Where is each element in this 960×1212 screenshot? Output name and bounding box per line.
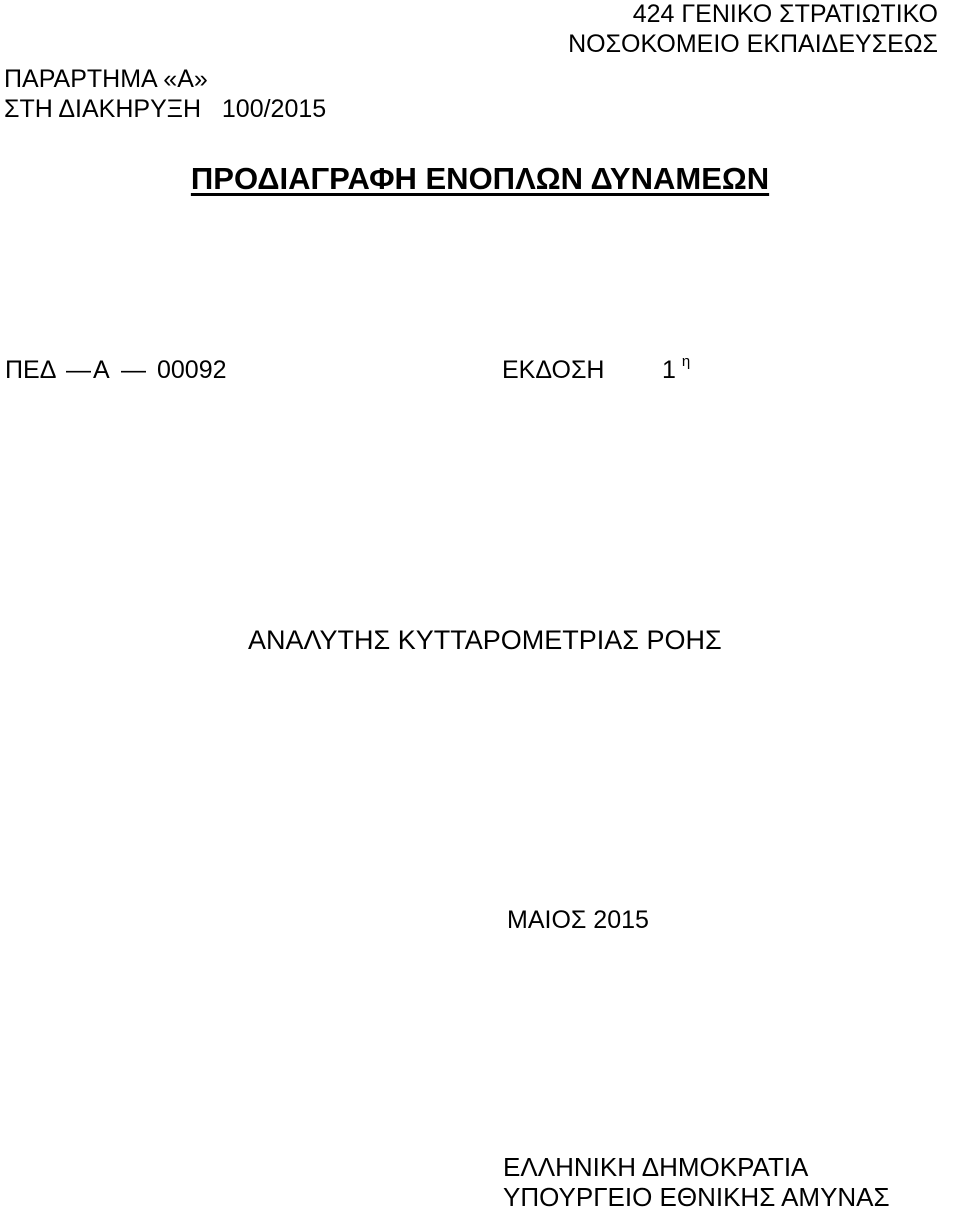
edition-suffix: η xyxy=(681,353,691,370)
equipment-subject: ΑΝΑΛΥΤΗΣ ΚΥΤΤΑΡΟΜΕΤΡΙΑΣ ΡΟΗΣ xyxy=(248,625,722,655)
document-title xyxy=(0,159,960,199)
specification-code-line xyxy=(0,352,960,388)
spec-prefix: ΠΕΔ xyxy=(5,356,57,384)
issue-date: ΜΑΙΟΣ 2015 xyxy=(507,906,649,934)
edition-number xyxy=(662,352,690,392)
spec-series: Α xyxy=(93,356,110,384)
authority-line2: ΥΠΟΥΡΓΕΙΟ ΕΘΝΙΚΗΣ ΑΜΥΝΑΣ xyxy=(503,1182,890,1212)
hospital-name-line1: 424 ΓΕΝΙΚΟ ΣΤΡΑΤΙΩΤΙΚΟ xyxy=(632,0,938,28)
tender-reference: ΣΤΗ ΔΙΑΚΗΡΥΞΗ 100/2015 xyxy=(4,95,327,123)
annex-label: ΠΑΡΑΡΤΗΜΑ «Α» xyxy=(4,65,208,93)
hospital-header xyxy=(568,0,938,59)
authority-line1: ΕΛΛΗΝΙΚΗ ΔΗΜΟΚΡΑΤΙΑ xyxy=(503,1152,809,1182)
edition-number-value: 1 xyxy=(662,356,676,384)
document-title-text: ΠΡΟΔΙΑΓΡΑΦΗ ΕΝΟΠΛΩΝ ΔΥΝΑΜΕΩΝ xyxy=(190,161,770,196)
issuing-authority xyxy=(503,1152,890,1212)
spec-dash-2: — xyxy=(121,356,146,384)
hospital-name-line2: ΝΟΣΟΚΟΜΕΙΟ ΕΚΠΑΙΔΕΥΣΕΩΣ xyxy=(568,30,938,58)
spec-number: 00092 xyxy=(157,356,227,384)
edition-label: ΕΚΔΟΣΗ xyxy=(502,356,605,384)
annex-header xyxy=(4,64,326,124)
spec-dash-1: — xyxy=(66,356,91,384)
